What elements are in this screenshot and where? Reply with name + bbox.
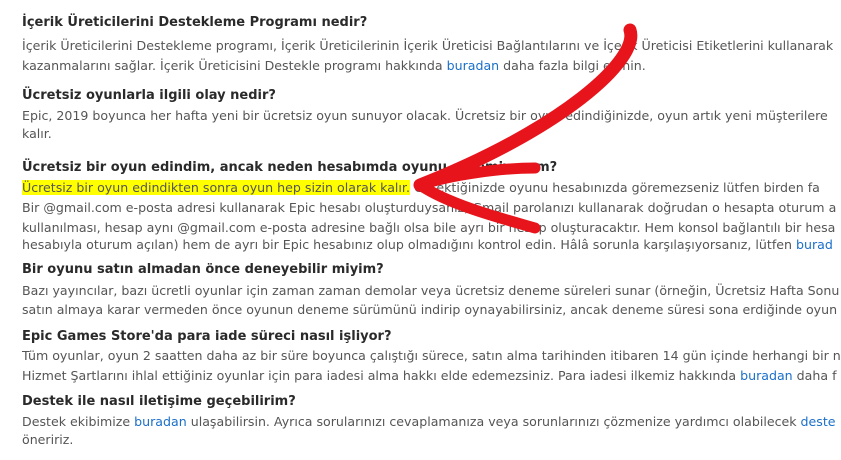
- support-link[interactable]: burad: [796, 237, 833, 252]
- refund-policy-link[interactable]: buradan: [740, 368, 793, 383]
- faq-answer-line: Bir @gmail.com e-posta adresi kullanarak Epic hesabı oluşturduysanız, Gmail parolanızı kullanarak doğrudan o hesapta oturum a: [22, 200, 837, 215]
- faq-question: Ücretsiz oyunlarla ilgili olay nedir?: [22, 88, 276, 103]
- faq-answer-line: Bazı yayıncılar, bazı ücretli oyunlar için zaman zaman demolar veya ücretsiz deneme süreleri sunar (örneğin, Ücretsiz Hafta Sonu: [22, 283, 840, 298]
- faq-answer-line: öneririz.: [22, 432, 74, 447]
- support-docs-link[interactable]: deste: [800, 414, 836, 429]
- faq-answer-line: kalır.: [22, 126, 52, 141]
- faq-answer-line: Epic, 2019 boyunca her hafta yeni bir ücretsiz oyun sunuyor olacak. Ücretsiz bir oyun edindiğinizde, oyun artık yeni müşterilere: [22, 108, 828, 123]
- faq-answer-line: İçerik Üreticilerini Destekleme programı, İçerik Üreticilerinin İçerik Üreticisi Bağlantılarını ve İçerik Üreticisi Etiketlerini kullanarak: [22, 38, 834, 53]
- faq-answer-line: hesabıyla oturum açılan) hem de ayrı bir Epic hesabınız olup olmadığını kontrol edin. Hâlâ sorunla karşılaşıyorsanız, lütfen burad: [22, 237, 833, 252]
- faq-answer-line: kazanmalarını sağlar. İçerik Üreticisini Destekle programı hakkında buradan daha fazla bilgi edinin.: [22, 58, 646, 73]
- faq-question: İçerik Üreticilerini Destekleme Programı nedir?: [22, 15, 368, 30]
- creator-program-link[interactable]: buradan: [446, 58, 500, 73]
- faq-question: Bir oyunu satın almadan önce deneyebilir miyim?: [22, 262, 384, 277]
- faq-answer-line: kullanılması, hesap aynı @gmail.com e-posta adresine bağlı olsa bile ayrı bir hesap oluşturacaktır. Hem konsol bağlantılı bir hesa: [22, 220, 836, 235]
- faq-answer-line: Destek ekibimize buradan ulaşabilirsin. Ayrıca sorularınızı cevaplamanıza veya sorunlarınızı çözmenize yardımcı olabilecek deste: [22, 414, 836, 429]
- faq-answer-line: satın almaya karar vermeden önce oyunun deneme sürümünü indirip oynayabilirsiniz, ancak deneme süresi sona erdiğinde oyun: [22, 302, 838, 317]
- faq-answer-line: Hizmet Şartlarını ihlal ettiğiniz oyunlar için para iadesi alma hakkı elde edemezsiniz. Para iadesi ilkemiz hakkında buradan daha f: [22, 368, 837, 383]
- faq-answer-line: Ücretsiz bir oyun edindikten sonra oyun hep sizin olarak kalır. Gerektiğinizde oyunu hesabınızda göremezseniz lütfen birden fa: [22, 180, 820, 195]
- faq-question: Ücretsiz bir oyun edindim, ancak neden hesabımda oyunu göremiyorum?: [22, 160, 558, 175]
- faq-question: Epic Games Store'da para iade süreci nasıl işliyor?: [22, 329, 392, 344]
- highlighted-text: Ücretsiz bir oyun edindikten sonra oyun hep sizin olarak kalır.: [22, 180, 410, 195]
- contact-support-link[interactable]: buradan: [134, 414, 187, 429]
- faq-answer-line: Tüm oyunlar, oyun 2 saatten daha az bir süre boyunca çalıştığı sürece, satın alma tarihinden itibaren 14 gün içinde herhangi bir n: [22, 348, 841, 363]
- faq-question: Destek ile nasıl iletişime geçebilirim?: [22, 394, 296, 409]
